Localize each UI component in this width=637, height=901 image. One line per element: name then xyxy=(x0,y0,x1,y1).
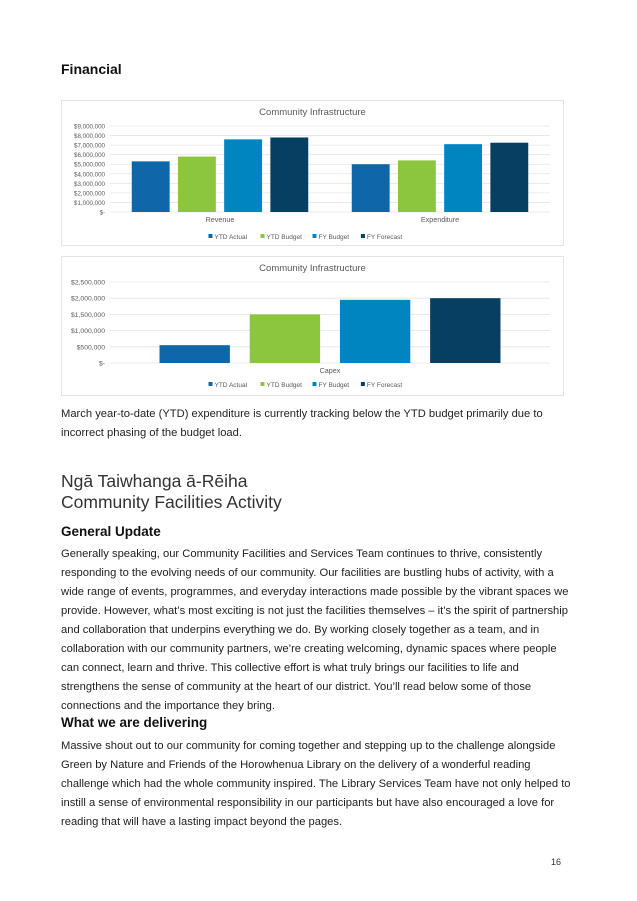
y-tick-label: $- xyxy=(99,209,105,217)
legend-label: FY Budget xyxy=(318,382,350,389)
y-tick-label: $2,500,000 xyxy=(70,279,105,287)
legend-swatch xyxy=(313,234,317,238)
chart-title: Community Infrastructure xyxy=(259,263,366,274)
legend-label: YTD Budget xyxy=(266,382,302,389)
bar-revenue-ytd-actual xyxy=(132,161,170,212)
legend-label: FY Forecast xyxy=(366,234,403,241)
y-tick-label: $1,000,000 xyxy=(70,328,105,336)
legend-swatch xyxy=(361,234,365,238)
chart-revenue-expenditure xyxy=(61,100,564,246)
chart-title: Community Infrastructure xyxy=(259,107,366,118)
legend-swatch xyxy=(209,382,213,386)
y-tick-label: $2,000,000 xyxy=(70,295,105,303)
legend-swatch xyxy=(313,382,317,386)
y-tick-label: $500,000 xyxy=(76,344,105,352)
activity-heading-line1: Ngā Taiwhanga ā-Rēiha xyxy=(61,471,248,491)
y-tick-label: $1,500,000 xyxy=(70,311,105,319)
bar-expenditure-ytd-budget xyxy=(398,160,436,212)
legend-swatch xyxy=(261,382,265,386)
legend-label: YTD Budget xyxy=(266,234,302,241)
y-tick-label: $1,000,000 xyxy=(74,199,105,207)
bar-expenditure-fy-budget xyxy=(444,144,482,212)
bar-expenditure-fy-forecast xyxy=(490,143,528,212)
bar-revenue-ytd-budget xyxy=(178,157,216,212)
bar-revenue-fy-budget xyxy=(224,139,262,212)
delivering-heading: What we are delivering xyxy=(61,715,208,730)
delivering-text: Massive shout out to our community for coming together and stepping up to the challenge alongside Green by Nature and Friends of the Horowhenua Library on the delivery of a wonderful reading challenge which had the whole community inspired. The Library Services Team have not only helped to instill a sense of environmental responsibility in our participants but have also encouraged a love for reading that will have a lasting impact beyond the pages. xyxy=(61,740,571,828)
bar-expenditure-ytd-actual xyxy=(352,164,390,212)
y-tick-label: $3,000,000 xyxy=(74,180,105,188)
legend-label: YTD Actual xyxy=(214,382,248,389)
legend-label: FY Budget xyxy=(318,234,350,241)
chart-capex xyxy=(61,256,564,396)
y-tick-label: $8,000,000 xyxy=(74,133,105,141)
y-tick-label: $2,000,000 xyxy=(74,190,105,198)
bar-capex-ytd-actual xyxy=(160,345,230,363)
chart-capex-svg xyxy=(62,257,563,395)
legend-swatch xyxy=(261,234,265,238)
y-tick-label: $5,000,000 xyxy=(74,161,105,169)
legend-swatch xyxy=(361,382,365,386)
y-tick-label: $- xyxy=(98,360,105,368)
financial-heading: Financial xyxy=(61,61,122,77)
page-number: 16 xyxy=(551,857,562,867)
x-tick-label: Expenditure xyxy=(420,215,460,224)
legend-swatch xyxy=(209,234,213,238)
y-tick-label: $7,000,000 xyxy=(74,142,105,150)
bar-revenue-fy-forecast xyxy=(270,137,308,212)
y-tick-label: $4,000,000 xyxy=(74,171,105,179)
y-tick-label: $9,000,000 xyxy=(74,123,105,131)
bar-capex-ytd-budget xyxy=(250,314,320,363)
general-update-text: Generally speaking, our Community Facilities and Services Team continues to thrive, consistently responding to the evolving needs of our community. Our facilities are bustling hubs of activity, with a wide range of events, programmes, and everyday interactions made possible by the vibrant spaces we provide. However, what’s most exciting is not just the facilities themselves – it’s the spirit of partnership and collaboration that underpins everything we do. By working closely together as a team, and in collaboration with our community partners, we’re creating welcoming, dynamic spaces where people can connect, learn and thrive. This collective effort is what truly brings our facilities to life and strengthens the sense of community at the heart of our district. You’ll read below some of those connections and the importance they bring. xyxy=(61,548,569,712)
x-tick-label: Revenue xyxy=(205,215,235,224)
financial-note: March year-to-date (YTD) expenditure is currently tracking below the YTD budget primarily due to incorrect phasing of the budget load. xyxy=(61,408,543,439)
bar-capex-fy-forecast xyxy=(430,298,500,363)
bar-capex-fy-budget xyxy=(340,300,410,363)
chart-revenue-expenditure-svg xyxy=(62,101,563,245)
legend-label: FY Forecast xyxy=(366,382,403,389)
legend-label: YTD Actual xyxy=(214,234,248,241)
general-update-heading: General Update xyxy=(61,524,161,539)
y-tick-label: $6,000,000 xyxy=(74,152,105,160)
x-tick-label: Capex xyxy=(319,366,341,375)
activity-heading-line2: Community Facilities Activity xyxy=(61,492,282,512)
